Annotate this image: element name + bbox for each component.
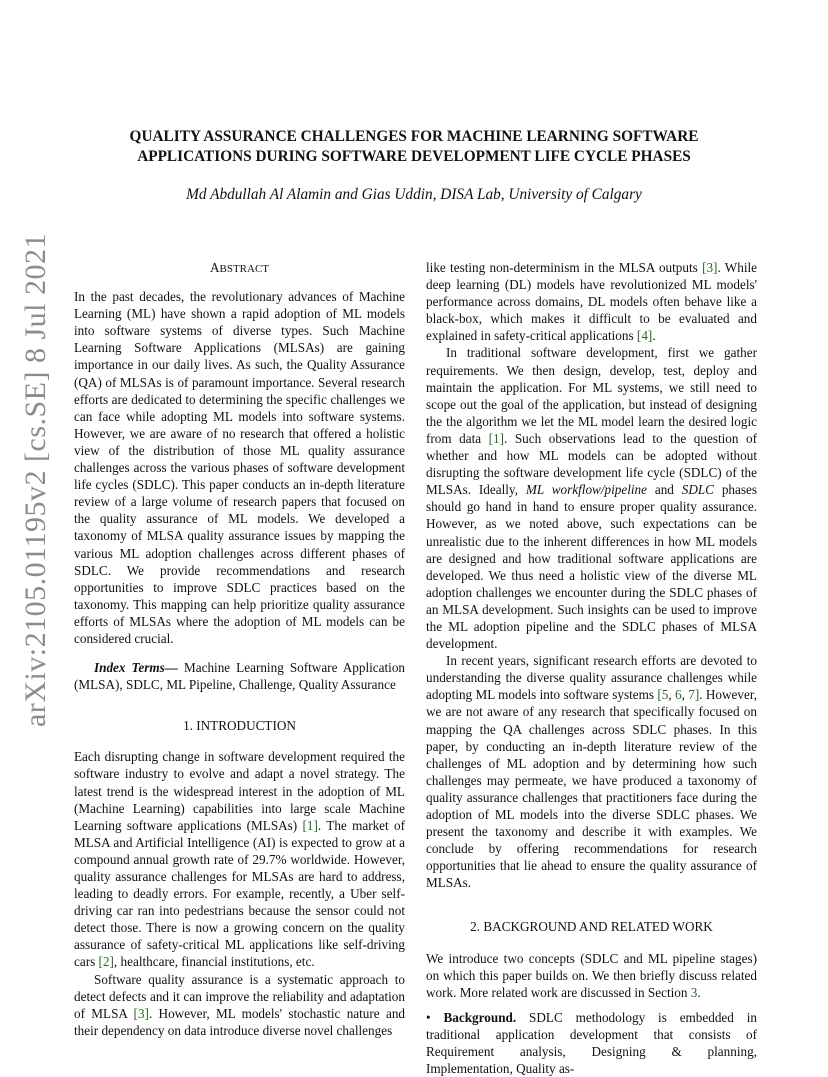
intro-paragraph-2-start [74, 971, 405, 1039]
intro-paragraph-4 [426, 652, 757, 891]
background-text: SDLC methodology is embedded in traditional application development that consists of Requirement analysis, Designing & planning, Implementation, Quality as- [426, 1009, 757, 1077]
background-p1-text-a: We introduce two concepts (SDLC and ML pipeline stages) on which this paper builds on. We then briefly discuss related work. More related work are discussed in Section [426, 950, 757, 1000]
intro-p4-text-b: . However, we are not aware of any research that specifically focused on mapping the QA challenges across SDLC phases. In this paper, by conducting an in-depth literature review of the challenges of ML adoption and by determining how such challenges may permeate, we have produced a taxonomy of quality assurance challenges that practitioners face during the adoption of ML models into the diverse SDLC phases. We present the taxonomy and describe it with examples. We conclude by offering recommendations for research opportunities that lie ahead to ensure the quality assurance of MLSAs. [426, 687, 758, 891]
intro-p2-text-a: Software quality assurance is a systematic approach to detect defects and it can improve the reliability and adaptation of MLSA [74, 971, 405, 1021]
arxiv-identifier: arXiv:2105.01195v2 [cs.SE] 8 Jul 2021 [19, 232, 52, 728]
intro-p3-text-a: In traditional software development, first we gather requirements. We then design, develop, test, deploy and maintain the application. For ML systems, we still need to scope out the goal of the application, but instead of designing the the algorithm we let the ML model learn the desired logic from data [426, 345, 757, 446]
intro-p3-text-d: phases should go hand in hand to ensure proper quality assurance. However, as we noted above, such expectations can be unrealistic due to the inherent differences in how ML models are designed and how traditional software applications are developed. We thus need a holistic view of the diverse ML adoption challenges we encounter during the SDLC phases of an MLSA development. Such insights can be used to improve the ML adoption pipeline and the SDLC phases of MLSA development. [426, 482, 757, 652]
intro-p2-text-continued: like testing non-determinism in the MLSA outputs [426, 260, 703, 275]
author-line: Md Abdullah Al Alamin and Gias Uddin, DISA Lab, University of Calgary [186, 186, 642, 203]
background-p1-text-b: . [697, 984, 701, 1000]
arxiv-identifier-margin [0, 0, 72, 1072]
intro-p2-text-d: . [652, 328, 656, 344]
introduction-heading: 1. INTRODUCTION [183, 718, 296, 734]
intro-p3-text-b: . Such observations lead to the question of whether and how ML models can be adopted without disrupting the software development life cycle (SDLC) of the MLSAs. Ideally, [426, 430, 757, 498]
background-paragraph-1 [426, 950, 757, 1001]
index-terms [74, 659, 405, 693]
citation-link[interactable]: 6 [675, 687, 682, 703]
intro-p2-text-c: . While deep learning (DL) models have revolutionized ML models' performance across domains, DL models often behave like a black-box, which makes it difficult to be evaluated and explained in safety-critical applications [426, 260, 758, 344]
citation-link[interactable]: 7] [688, 687, 700, 703]
abstract-text: In the past decades, the revolutionary advances of Machine Learning (ML) have shown a rapid adoption of ML models into software systems of diverse types. Such Machine Learning Software Applications (MLSAs) are gaining importance in our daily lives. As such, the Quality Assurance (QA) of MLSAs is of paramount importance. Several research efforts are dedicated to determining the specific challenges we can face while adopting ML models into software systems. However, we are aware of no research that offered a holistic view of the distribution of those ML quality assurance challenges across the various phases of software development life cycles (SDLC). This paper conducts an in-depth literature review of a large volume of research papers that focused on the quality assurance of ML models. We developed a taxonomy of MLSA quality assurance issues by mapping the various ML adoption challenges across different phases of SDLC. We provide recommendations and research opportunities to improve SDLC practices based on the taxonomy. This mapping can help prioritize quality assurance efforts of MLSAs where the adoption of ML models can be considered crucial. [74, 289, 405, 646]
citation-link[interactable]: [2] [98, 954, 114, 970]
intro-paragraph-3 [426, 344, 757, 652]
citation-link[interactable]: [3] [133, 1005, 149, 1021]
right-column [426, 259, 757, 1077]
title-line-2: APPLICATIONS DURING SOFTWARE DEVELOPMENT LIFE CYCLE PHASES [137, 148, 691, 165]
paper-title [80, 127, 748, 167]
background-bullet-paragraph [426, 1009, 757, 1077]
bullet-icon: • [426, 1009, 444, 1025]
intro-p4-text-a: In recent years, significant research efforts are devoted to understanding the diverse quality assurance challenges while adopting ML models into software systems [426, 653, 757, 703]
intro-paragraph-2-continued [426, 259, 757, 344]
abstract-heading [74, 259, 405, 278]
abstract-heading-initial: A [209, 260, 220, 275]
citation-separator: , [681, 687, 689, 703]
citation-separator: , [668, 687, 675, 703]
index-terms-text: Machine Learning Software Application (MLSA), SDLC, ML Pipeline, Challenge, Quality Assurance [74, 660, 406, 693]
citation-link[interactable]: [3] [702, 260, 718, 275]
intro-p1-text-a: Each disrupting change in software development required the software industry to evolve and adapt a novel strategy. The latest trend is the widespread interest in the adoption of ML (Machine Learning) capabilities into large scale Machine Learning software applications (MLSAs) [74, 749, 405, 833]
background-heading: 2. BACKGROUND AND RELATED WORK [470, 919, 713, 935]
intro-p3-emphasis-2: SDLC [681, 482, 714, 498]
citation-link[interactable]: [1] [302, 817, 318, 833]
abstract-heading-rest: BSTRACT [219, 263, 270, 275]
index-terms-label: Index Terms— [94, 660, 178, 676]
intro-p3-text-c: and [647, 482, 682, 498]
citation-link[interactable]: [4] [636, 328, 653, 344]
intro-p1-text-c: , healthcare, financial institutions, etc. [113, 954, 315, 970]
citation-link[interactable]: [5 [657, 687, 669, 703]
background-label: Background. [443, 1009, 517, 1025]
intro-p1-text-b: . The market of MLSA and Artificial Intelligence (AI) is expected to grow at a compound annual growth rate of 29.7% worldwide. However, quality assurance challenges for MLSAs are hard to address, leading to deadly errors. For example, recently, a Uber self-driving car ran into pedestrians because the sensor could not detect those. There is now a growing concern on the quality assurance of safety-critical ML applications like self-driving cars [74, 817, 405, 970]
intro-paragraph-1 [74, 748, 405, 970]
section-link[interactable]: 3 [690, 984, 698, 1000]
intro-p2-text-b: . However, ML models' stochastic nature and their dependency on data introduce diverse novel challenges [74, 1005, 406, 1038]
citation-link[interactable]: [1] [488, 430, 505, 446]
left-column [74, 259, 405, 1039]
title-line-1: QUALITY ASSURANCE CHALLENGES FOR MACHINE LEARNING SOFTWARE [129, 128, 699, 145]
intro-p3-emphasis-1: ML workflow/pipeline [525, 482, 647, 498]
